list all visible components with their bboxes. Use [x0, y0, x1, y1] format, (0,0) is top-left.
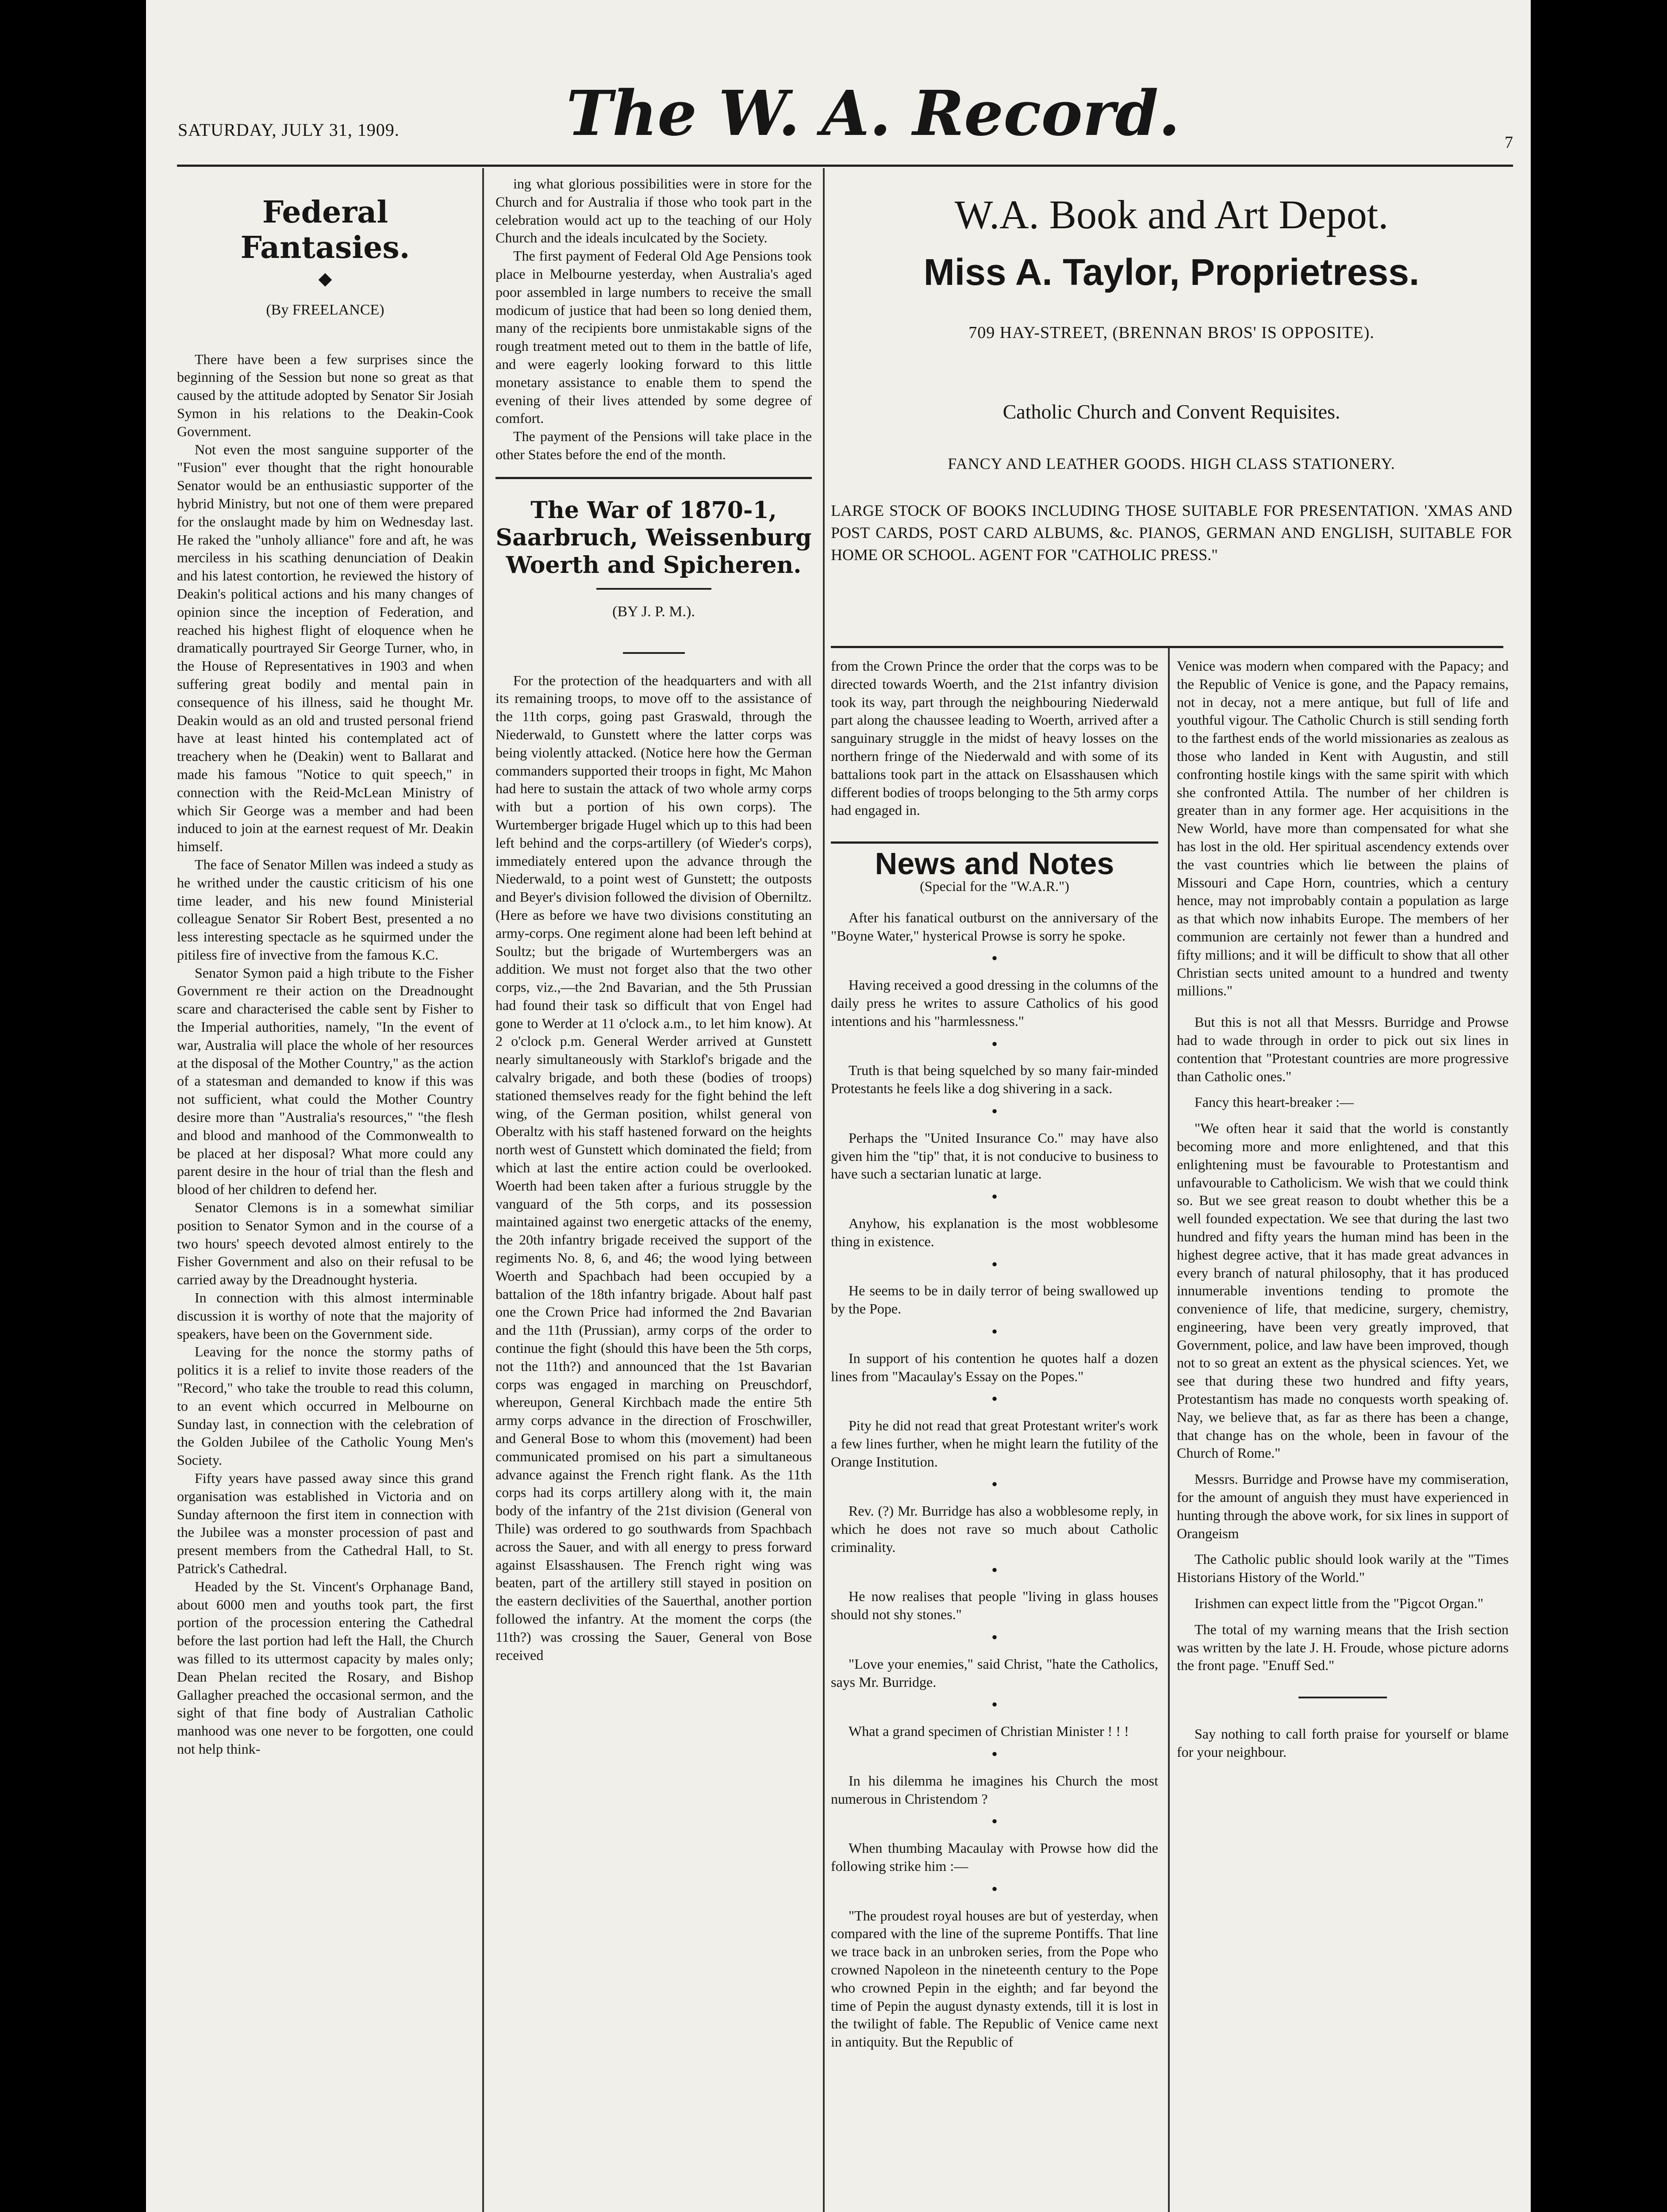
paragraph: The total of my warning means that the Irish section was written by the late J. H. Froude, whose picture adorns the front page. "Enuff Sed." — [1177, 1621, 1509, 1674]
ad-fancy-goods: FANCY AND LEATHER GOODS. HIGH CLASS STATIONERY. — [948, 455, 1395, 472]
bullet-dot-icon: ● — [991, 1258, 998, 1269]
paragraph: Truth is that being squelched by so many fair-minded Protestants he feels like a dog shivering in a sack. — [831, 1062, 1158, 1097]
bullet-dot-icon: ● — [991, 1190, 998, 1202]
paragraph: There have been a few surprises since the beginning of the Session but none so great as that caused by the attitude adopted by Senator Sir Josiah Symon in his relations to the Deakin-Cook Government. — [177, 351, 473, 439]
title-rule — [596, 588, 711, 590]
paragraph: The payment of the Pensions will take place in the other States before the end of the month. — [495, 428, 812, 462]
bullet-dot-icon: ● — [991, 1631, 998, 1643]
article-continuation: from the Crown Prince the order that the corps was to be directed towards Woerth, and the 21st infantry division took its way, part through the neighbouring Niederwald part along the chaussee leading to Woerth, arrived after a sanguinary struggle in the midst of heavy losses on the northern fringe of the Niederwald and with some of its battalions took part in the attack on Elsasshausen which different bodies of troops belonging to the 5th army corps had engaged in. — [831, 658, 1158, 818]
paragraph: The face of Senator Millen was indeed a study as he writhed under the caustic criticism of his one time leader, and his new found Ministerial colleague Senator Sir Robert Best, presented a no less interesting spectacle as he squirmed under the pitiless fire of invective from the famous K.C. — [177, 856, 474, 963]
paragraph: What a grand specimen of Christian Minister ! ! ! — [849, 1723, 1129, 1740]
paragraph: Fancy this heart-breaker :— — [1195, 1094, 1354, 1110]
paragraph: The Catholic public should look warily at the "Times Historians History of the World." — [1177, 1551, 1509, 1586]
article-title: The War of 1870-1, Saarbruch, Weissenburg Woerth and Spicheren. — [495, 496, 812, 579]
advertisement — [831, 190, 1512, 566]
header-rule — [177, 165, 1513, 167]
paragraph: Leaving for the nonce the stormy paths of politics it is a relief to invite those readers of the "Record," who take the trouble to read this column, to an event which occurred in Melbourne on Sunday last, in connection with the celebration of the Golden Jubilee of the Catholic Young Men's Society. — [177, 1344, 473, 1468]
ad-requisites: Catholic Church and Convent Requisites. — [1003, 400, 1341, 423]
byline: (By FREELANCE) — [266, 301, 384, 318]
paragraph: Messrs. Burridge and Prowse have my commiseration, for the amount of anguish they must have experienced in hunting through the above work, for six lines in support of Orangeism — [1177, 1471, 1509, 1541]
paragraph: The first payment of Federal Old Age Pensions took place in Melbourne yesterday, when Australia's aged poor assembled in large numbers to receive the small modicum of justice that had been so long denied them, many of the recipients bore unmistakable signs of the rough treatment meted out to them in the battle of life, and were eagerly looking forward to this little monetary assistance to enable them to spend the evening of their lives attended by some degree of comfort. — [495, 248, 812, 426]
section-rule — [831, 841, 1158, 844]
notes-list — [1177, 1013, 1509, 1674]
bullet-dot-icon: ● — [991, 1393, 998, 1404]
masthead-title: The W. A. Record. — [566, 77, 1180, 150]
bullet-dot-icon: ● — [991, 1037, 998, 1049]
paragraph: After his fanatical outburst on the anniversary of the "Boyne Water," hysterical Prowse is sorry he spoke. — [831, 909, 1158, 944]
paragraph: He now realises that people "living in glass houses should not shy stones." — [831, 1588, 1158, 1623]
paragraph: In his dilemma he imagines his Church the most numerous in Christendom ? — [831, 1772, 1158, 1807]
paragraph: When thumbing Macaulay with Prowse how did the following strike him :— — [831, 1840, 1158, 1874]
paragraph: Senator Symon paid a high tribute to the Fisher Government re their action on the Dreadnought scare and characterised the cable sent by Fisher to the Imperial authorities, namely, "In the event of war, Australia will place the whole of her resources at the disposal of the Mother Country," as the action of a statesman and demanded to know if this was not sufficient, what could the Mother Country desire more than "Australia's resources," "the flesh and blood and manhood of the Commonwealth to be placed at her disposal? What more could any parent desire in the hour of trial than the flesh and blood of her children to defend her. — [177, 964, 473, 1198]
ornament-icon: ◆ — [318, 269, 332, 288]
paragraph: Having received a good dressing in the columns of the daily press he writes to assure Catholics of his good intentions and his "harmlessness." — [831, 977, 1158, 1029]
ad-headline: W.A. Book and Art Depot. — [954, 192, 1389, 237]
column-rule — [482, 168, 484, 2212]
ad-address: 709 HAY-STREET, (BRENNAN BROS' IS OPPOSITE). — [968, 323, 1375, 342]
bullet-dot-icon: ● — [991, 1105, 998, 1116]
column-rule — [1168, 646, 1170, 2212]
notes-list — [831, 909, 1158, 1898]
section-title: News and Notes — [875, 846, 1114, 881]
bullet-dot-icon: ● — [991, 1563, 998, 1575]
paragraph: He seems to be in daily terror of being swallowed up by the Pope. — [831, 1283, 1158, 1317]
section-byline: (Special for the "W.A.R.") — [920, 878, 1069, 894]
paragraph: In support of his contention he quotes half a dozen lines from "Macaulay's Essay on the Popes." — [831, 1350, 1158, 1384]
paragraph: Anyhow, his explanation is the most wobblesome thing in existence. — [831, 1215, 1158, 1249]
paragraph: Fifty years have passed away since this grand organisation was established in Victoria and on Sunday afternoon the first item in connection with the Jubilee was a monster procession of past and present members from the Cathedral Hall, to St. Patrick's Cathedral. — [177, 1470, 473, 1576]
closing-rule — [1298, 1697, 1387, 1698]
page-number: 7 — [1505, 133, 1513, 152]
paragraph: "We often hear it said that the world is constantly becoming more and more enlightened, and that this enlightening must be favourable to Protestantism and unfavourable to Catholicism. We wish that we could think so. But we see great reason to doubt whether this be a well founded expectation. We see that during the last two hundred and fifty years the human mind has been in the highest degree active, that it has made great advances in every branch of natural philosophy, that it has produced innumerable inventions tending to promote the convenience of life, that medicine, surgery, chemistry, engineering, have been very greatly improved, that Government, police, and law have been improved, though not to so great an extent as the physical sciences. Yet, we see that during these two hundred and fifty years, Protestantism has made no conquests worth speaking of. Nay, we believe that, as far as there has been a change, that change has on the whole, been in favour of the Church of Rome." — [1177, 1120, 1509, 1461]
paragraph: "Love your enemies," said Christ, "hate the Catholics, says Mr. Burridge. — [831, 1655, 1158, 1690]
ad-rule — [831, 646, 1503, 648]
paragraph: Pity he did not read that great Protestant writer's work a few lines further, when he might learn the futility of the Orange Institution. — [831, 1417, 1158, 1470]
title-rule — [623, 652, 685, 654]
section-rule — [495, 477, 812, 479]
bullet-dot-icon: ● — [991, 1478, 998, 1490]
column-rule — [823, 168, 825, 2212]
paragraph: Rev. (?) Mr. Burridge has also a wobblesome reply, in which he does not rave so much about Catholic criminality. — [831, 1503, 1158, 1555]
closing-line: Say nothing to call forth praise for yourself or blame for your neighbour. — [1177, 1726, 1509, 1760]
paragraph: ing what glorious possibilities were in store for the Church and for Australia if those who took part in the celebration would act up to the teaching of our Holy Church and the ideals inculcated by the Society. — [495, 176, 812, 246]
bullet-dot-icon: ● — [991, 1882, 998, 1894]
macaulay-quote: "The proudest royal houses are but of yesterday, when compared with the line of the supreme Pontiffs. That line we trace back in an unbroken series, from the Pope who crowned Napoleon in the nineteenth century to the Pope who crowned Pepin in the eighth; and far beyond the time of Pepin the august dynasty extends, till it is lost in the twilight of fable. The Republic of Venice came next in antiquity. But the Republic of — [831, 1907, 1158, 2050]
bullet-dot-icon: ● — [991, 952, 998, 964]
column-1 — [177, 175, 473, 1758]
paragraph: In connection with this almost interminable discussion it is worthy of note that the majority of speakers, have been on the Government side. — [177, 1290, 473, 1342]
article-title: Federal Fantasies. — [240, 195, 410, 265]
paragraph: Headed by the St. Vincent's Orphanage Band, about 6000 men and youths took part, the first portion of the procession entering the Cathedral before the last portion had left the Hall, the Church was filled to its uttermost capacity by males only; Dean Phelan recited the Rosary, and Bishop Gallagher preached the occasional sermon, and the sight of that fine body of Australian Catholic manhood was one never to be forgotten, one could not help think- — [177, 1578, 473, 1757]
paragraph: Not even the most sanguine supporter of the "Fusion" ever thought that the right honourable Senator would be an enthusiastic supporter of the hybrid Ministry, but not one of them were prepared for the onslaught made by him on Wednesday last. He raked the "unholy alliance" fore and aft, he was merciless in his scathing denunciation of Deakin and his latest contortion, he reviewed the history of Deakin's political actions and his many changes of opinion since the inception of Federation, and reached his highest flight of eloquence when he dramatically pourtrayed Sir George Turner, who, in the House of Representatives in 1903 and when suffering great bodily and mental pain in consequence of his illness, said he thought Mr. Deakin would as an old and trusted personal friend have at least hinted his contemplated act of treachery when he (Deakin) went to Ballarat and made his famous "Notice to quit speech," in connection with the Reid-McLean Ministry of which Sir George was a member and had been induced to join at the earnest request of Mr. Deakin himself. — [177, 441, 473, 855]
bullet-dot-icon: ● — [991, 1748, 998, 1759]
article-body — [495, 672, 812, 1664]
paragraph: Senator Clemons is in a somewhat similiar position to Senator Symon and in the course of a two hours' speech devoted almost entirely to the Fisher Government and also on their refusal to be carried away by the Dreadnought hysteria. — [177, 1199, 473, 1288]
newspaper-page — [146, 0, 1531, 2212]
ad-stock: LARGE STOCK OF BOOKS INCLUDING THOSE SUITABLE FOR PRESENTATION. 'XMAS AND POST CARDS, POST CARD ALBUMS, &c. PIANOS, GERMAN AND ENGLISH, SUITABLE FOR HOME OR SCHOOL. AGENT FOR "CATHOLIC PRESS." — [831, 502, 1512, 564]
column-3 — [831, 657, 1158, 2051]
byline: (BY J. P. M.). — [612, 603, 695, 620]
article-body — [495, 175, 812, 464]
paragraph: Perhaps the "United Insurance Co." may have also given him the "tip" that, it is not conducive to business to have such a sectarian lunatic at large. — [831, 1129, 1158, 1182]
column-4 — [1177, 657, 1509, 1761]
column-2 — [495, 175, 812, 1664]
issue-date: SATURDAY, JULY 31, 1909. — [178, 120, 399, 140]
bullet-dot-icon: ● — [991, 1815, 998, 1827]
ad-proprietress: Miss A. Taylor, Proprietress. — [923, 251, 1420, 293]
quote-continuation: Venice was modern when compared with the Papacy; and the Republic of Venice is gone, and the Papacy remains, not in decay, not a mere antique, but full of life and youthful vigour. The Catholic Church is still sending forth to the farthest ends of the world missionaries as zealous as those who landed in Kent with Augustin, and still confronting hostile kings with the same spirit with which she confronted Attila. The number of her children is greater than in any former age. Her acquisitions in the New World, have more than compensated for what she has lost in the old. Her spiritual ascendency extends over the vast countries which lie between the plains of Missouri and Cape Horn, countries, which a century hence, may not improbably contain a population as large as that which now inhabits Europe. The members of her communion are certainly not fewer than a hundred and fifty millions; and it will be difficult to show that all other Christian sects united amount to a hundred and twenty millions." — [1177, 658, 1509, 999]
paragraph: Irishmen can expect little from the "Pigcot Organ." — [1195, 1595, 1483, 1612]
paragraph: But this is not all that Messrs. Burridge and Prowse had to wade through in order to pick out six lines in contention that "Protestant countries are more progressive than Catholic ones." — [1177, 1014, 1509, 1084]
paragraph: For the protection of the headquarters and with all its remaining troops, to move off to the assistance of the 11th corps, going past Graswald, through the Niederwald, to Gunstett where the latter corps was being violently attacked. (Notice here how the German commanders supported their troops in fight, Mc Mahon had here to sustain the attack of two whole army corps with but a portion of his own corps). The Wurtemberger brigade Hugel which up to this had been left behind and the corps-artillery (of Wieder's corps), immediately entered upon the advance through the Niederwald, to a point west of Gunstett; the outposts and Beyer's division followed the division of Oberniltz. (Here as before we have two divisions constituting an army-corps. One regiment alone had been left behind at Soultz; but the brigade of Wurtembergers was an addition. We must not forget also that the two other corps, viz.,—the 2nd Bavarian, and the 5th Prussian had found their task so difficult that von Engel had gone to Werder at 11 o'clock a.m., to let him know). At 2 o'clock p.m. General Werder arrived at Gunstett nearly simultaneously with Starklof's brigade and the calvalry brigade, and both these (bodies of troops) stationed themselves ready for the fight behind the left wing, of the German position, whilst general von Oberaltz with his staff hastened forward on the heights north west of Gunstett which dominated the field; from which at last the entire action could be overlooked. Woerth had been taken after a furious struggle by the vanguard of the 5th corps, and its possession maintained against two energetic attacks of the enemy, the 20th infantry brigade received the support of the regiments No. 8, 6, and 46; the wood lying between Woerth and Spachbach had been occupied by a battalion of the 18th infantry brigade. About half past one the Crown Price had informed the 2nd Bavarian and the 11th (Prussian), army corps of the order to continue the fight (should this have been the 5th corps, not the 11th?) and announced that the 1st Bavarian corps was engaged in marching on Preuschdorf, whereupon, General Kirchbach made the entire 5th army corps advance in the direction of Froschwiller, and General Bose to whom this (movement) had been communicated promised on his part a simultaneous advance against the French right flank. As the 11th corps had its corps artillery along with it, the main body of the infantry of the 21st division (General von Thile) was ordered to go southwards from Spachbach across the Sauer, and with all energy to press forward against Elsasshausen. The French right wing was beaten, part of the artillery still stayed in position on the eastern declivities of the Sauerthal, another portion followed the infantry. At the moment the corps (the 11th?) was crossing the Sauer, General von Bose received — [495, 672, 812, 1663]
article-body — [177, 350, 473, 1758]
bullet-dot-icon: ● — [991, 1325, 998, 1336]
bullet-dot-icon: ● — [991, 1698, 998, 1710]
